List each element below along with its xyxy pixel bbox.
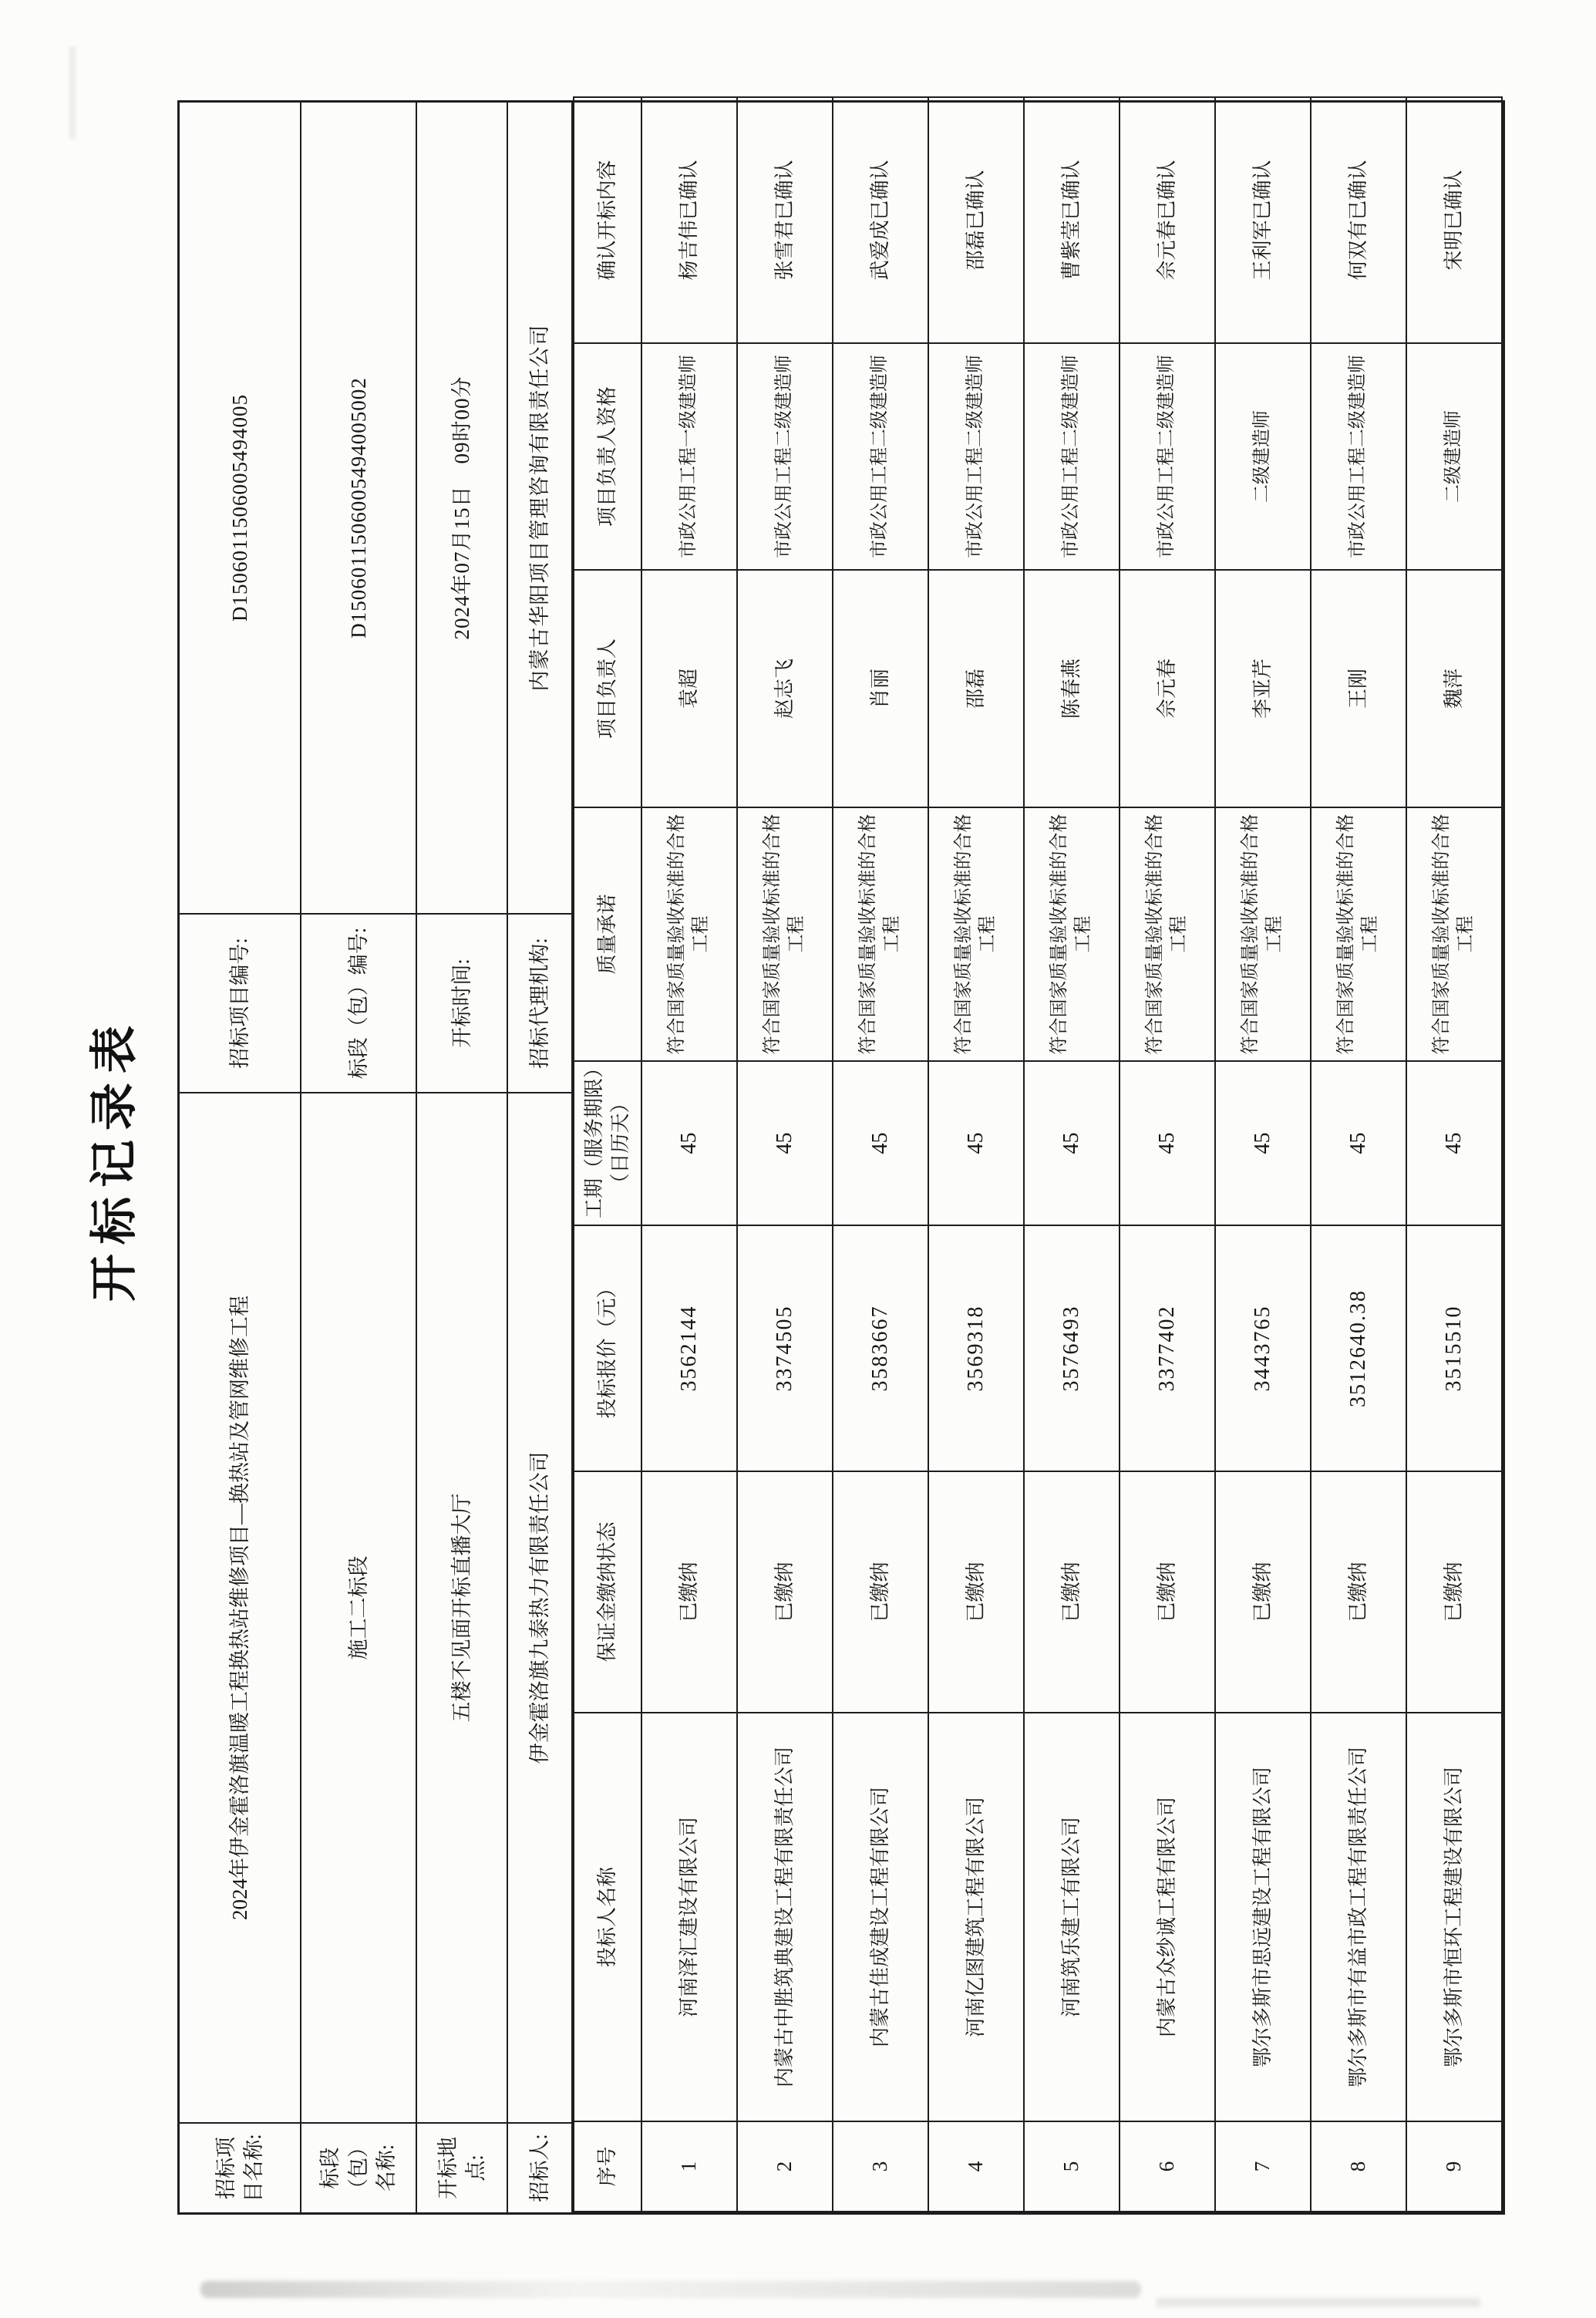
cell-confirmation: 宋明已确认 bbox=[1406, 97, 1502, 343]
cell-bidder-name: 内蒙古中胜筑典建设工程有限责任公司 bbox=[737, 1713, 833, 2121]
cell-manager-qualification: 二级建造师 bbox=[1215, 343, 1311, 570]
cell-quality-promise: 符合国家质量验收标准的合格工程 bbox=[1406, 807, 1502, 1061]
cell-confirmation: 杨吉伟已确认 bbox=[641, 97, 737, 343]
table-row bbox=[1215, 97, 1311, 2212]
tenderer-value: 伊金霍洛旗九泰热力有限责任公司 bbox=[508, 1092, 571, 2122]
cell-deposit-status: 已缴纳 bbox=[1024, 1471, 1120, 1713]
col-header-manager-qualification: 项目负责人资格 bbox=[574, 343, 641, 570]
page-title: 开标记录表 bbox=[88, 1016, 141, 1302]
cell-bid-price: 3374505 bbox=[737, 1225, 833, 1471]
cell-bid-price: 3443765 bbox=[1215, 1225, 1311, 1471]
cell-confirmation: 王利军已确认 bbox=[1215, 97, 1311, 343]
cell-duration: 45 bbox=[928, 1061, 1024, 1225]
cell-project-manager: 王刚 bbox=[1311, 570, 1406, 807]
cell-index: 3 bbox=[833, 2121, 928, 2212]
cell-index: 7 bbox=[1215, 2121, 1311, 2212]
cell-deposit-status: 已缴纳 bbox=[641, 1471, 737, 1713]
cell-manager-qualification: 市政公用工程一级建造师 bbox=[641, 343, 737, 570]
cell-bid-price: 3583667 bbox=[833, 1225, 928, 1471]
cell-manager-qualification: 市政公用工程二级建造师 bbox=[833, 343, 928, 570]
project-name-value: 2024年伊金霍洛旗温暖工程换热站维修项目—换热站及管网维修工程 bbox=[180, 1092, 300, 2122]
cell-duration: 45 bbox=[1120, 1061, 1215, 1225]
cell-confirmation: 曹紫莹已确认 bbox=[1024, 97, 1120, 343]
cell-index: 4 bbox=[928, 2121, 1024, 2212]
cell-deposit-status: 已缴纳 bbox=[1215, 1471, 1311, 1713]
table-row bbox=[1406, 97, 1502, 2212]
header-row-tenderer bbox=[508, 103, 573, 2212]
table-row bbox=[1024, 97, 1120, 2212]
cell-quality-promise: 符合国家质量验收标准的合格工程 bbox=[1024, 807, 1120, 1061]
cell-deposit-status: 已缴纳 bbox=[1120, 1471, 1215, 1713]
cell-duration: 45 bbox=[1024, 1061, 1120, 1225]
col-header-project-manager: 项目负责人 bbox=[574, 570, 641, 807]
cell-manager-qualification: 市政公用工程二级建造师 bbox=[1024, 343, 1120, 570]
cell-deposit-status: 已缴纳 bbox=[833, 1471, 928, 1713]
cell-manager-qualification: 二级建造师 bbox=[1406, 343, 1502, 570]
bidders-grid bbox=[573, 96, 1503, 2212]
cell-duration: 45 bbox=[833, 1061, 928, 1225]
cell-bidder-name: 鄂尔多斯市恒环工程建设有限公司 bbox=[1406, 1713, 1502, 2121]
cell-project-manager: 肖丽 bbox=[833, 570, 928, 807]
cell-bidder-name: 内蒙古众纱诚工程有限公司 bbox=[1120, 1713, 1215, 2121]
table-row bbox=[737, 97, 833, 2212]
cell-quality-promise: 符合国家质量验收标准的合格工程 bbox=[1311, 807, 1406, 1061]
section-number-label: 标段（包）编号: bbox=[301, 913, 416, 1092]
col-header-bidder-name: 投标人名称 bbox=[574, 1713, 641, 2121]
cell-bidder-name: 河南泽汇建设有限公司 bbox=[641, 1713, 737, 2121]
col-header-quality-promise: 质量承诺 bbox=[574, 807, 641, 1061]
cell-project-manager: 魏萍 bbox=[1406, 570, 1502, 807]
col-header-bid-price: 投标报价（元） bbox=[574, 1225, 641, 1471]
cell-index: 5 bbox=[1024, 2121, 1120, 2212]
section-number-value: D1506011506005494005002 bbox=[346, 377, 370, 638]
venue-value: 五楼不见面开标直播大厅 bbox=[417, 1092, 507, 2122]
cell-manager-qualification: 市政公用工程二级建造师 bbox=[1120, 343, 1215, 570]
cell-quality-promise: 符合国家质量验收标准的合格工程 bbox=[641, 807, 737, 1061]
cell-quality-promise: 符合国家质量验收标准的合格工程 bbox=[928, 807, 1024, 1061]
cell-confirmation: 何双有已确认 bbox=[1311, 97, 1406, 343]
cell-bid-price: 3569318 bbox=[928, 1225, 1024, 1471]
bid-rows bbox=[641, 97, 1502, 2212]
agency-label: 招标代理机构: bbox=[508, 913, 571, 1092]
header-row-project bbox=[180, 103, 301, 2212]
cell-quality-promise: 符合国家质量验收标准的合格工程 bbox=[833, 807, 928, 1061]
cell-deposit-status: 已缴纳 bbox=[737, 1471, 833, 1713]
cell-bid-price: 3515510 bbox=[1406, 1225, 1502, 1471]
header-row-section bbox=[301, 103, 417, 2212]
cell-deposit-status: 已缴纳 bbox=[1311, 1471, 1406, 1713]
cell-confirmation: 张雪君已确认 bbox=[737, 97, 833, 343]
cell-bid-price: 3576493 bbox=[1024, 1225, 1120, 1471]
cell-bid-price: 3562144 bbox=[641, 1225, 737, 1471]
cell-project-manager: 李亚芹 bbox=[1215, 570, 1311, 807]
cell-duration: 45 bbox=[1311, 1061, 1406, 1225]
cell-deposit-status: 已缴纳 bbox=[928, 1471, 1024, 1713]
cell-index: 2 bbox=[737, 2121, 833, 2212]
table-row bbox=[641, 97, 737, 2212]
cell-quality-promise: 符合国家质量验收标准的合格工程 bbox=[737, 807, 833, 1061]
col-header-confirmation: 确认开标内容 bbox=[574, 97, 641, 343]
cell-duration: 45 bbox=[1215, 1061, 1311, 1225]
cell-duration: 45 bbox=[1406, 1061, 1502, 1225]
cell-bidder-name: 鄂尔多斯市有益市政工程有限责任公司 bbox=[1311, 1713, 1406, 2121]
cell-bidder-name: 河南亿图建筑工程有限公司 bbox=[928, 1713, 1024, 2121]
cell-project-manager: 佘元春 bbox=[1120, 570, 1215, 807]
cell-project-manager: 陈春燕 bbox=[1024, 570, 1120, 807]
cell-confirmation: 邵磊已确认 bbox=[928, 97, 1024, 343]
bid-opening-record-table bbox=[177, 100, 1505, 2215]
cell-project-manager: 袁超 bbox=[641, 570, 737, 807]
table-row bbox=[833, 97, 928, 2212]
cell-confirmation: 武爱成已确认 bbox=[833, 97, 928, 343]
project-name-label: 招标项目名称: bbox=[180, 2122, 300, 2212]
time-label: 开标时间: bbox=[417, 913, 507, 1092]
cell-bidder-name: 鄂尔多斯市思远建设工程有限公司 bbox=[1215, 1713, 1311, 2121]
project-number-value: D1506011506005494005 bbox=[227, 394, 251, 622]
table-row bbox=[1311, 97, 1406, 2212]
cell-bidder-name: 河南筑乐建工有限公司 bbox=[1024, 1713, 1120, 2121]
venue-label: 开标地点: bbox=[417, 2122, 507, 2212]
cell-manager-qualification: 市政公用工程二级建造师 bbox=[928, 343, 1024, 570]
col-header-duration: 工期（服务期限）（日历天） bbox=[574, 1061, 641, 1225]
cell-bidder-name: 内蒙古佳成建设工程有限公司 bbox=[833, 1713, 928, 2121]
cell-project-manager: 邵磊 bbox=[928, 570, 1024, 807]
cell-quality-promise: 符合国家质量验收标准的合格工程 bbox=[1120, 807, 1215, 1061]
tenderer-label: 招标人: bbox=[508, 2122, 571, 2212]
cell-index: 8 bbox=[1311, 2121, 1406, 2212]
section-name-value: 施工二标段 bbox=[301, 1092, 416, 2122]
cell-bid-price: 3512640.38 bbox=[1311, 1225, 1406, 1471]
time-value: 2024年07月15日 09时00分 bbox=[450, 376, 473, 640]
table-row bbox=[1120, 97, 1215, 2212]
cell-project-manager: 赵志飞 bbox=[737, 570, 833, 807]
section-name-label: 标段（包）名称: bbox=[301, 2122, 416, 2212]
cell-index: 9 bbox=[1406, 2121, 1502, 2212]
col-header-index: 序号 bbox=[574, 2121, 641, 2212]
cell-duration: 45 bbox=[737, 1061, 833, 1225]
cell-manager-qualification: 市政公用工程二级建造师 bbox=[1311, 343, 1406, 570]
column-header-row bbox=[574, 97, 641, 2212]
header-row-venue bbox=[417, 103, 508, 2212]
cell-deposit-status: 已缴纳 bbox=[1406, 1471, 1502, 1713]
agency-value: 内蒙古华阳项目管理咨询有限责任公司 bbox=[527, 324, 551, 692]
cell-index: 6 bbox=[1120, 2121, 1215, 2212]
cell-bid-price: 3377402 bbox=[1120, 1225, 1215, 1471]
cell-duration: 45 bbox=[641, 1061, 737, 1225]
table-row bbox=[928, 97, 1024, 2212]
cell-index: 1 bbox=[641, 2121, 737, 2212]
cell-manager-qualification: 市政公用工程二级建造师 bbox=[737, 343, 833, 570]
project-number-label: 招标项目编号: bbox=[180, 913, 300, 1092]
col-header-deposit-status: 保证金缴纳状态 bbox=[574, 1471, 641, 1713]
cell-confirmation: 佘元春已确认 bbox=[1120, 97, 1215, 343]
cell-quality-promise: 符合国家质量验收标准的合格工程 bbox=[1215, 807, 1311, 1061]
